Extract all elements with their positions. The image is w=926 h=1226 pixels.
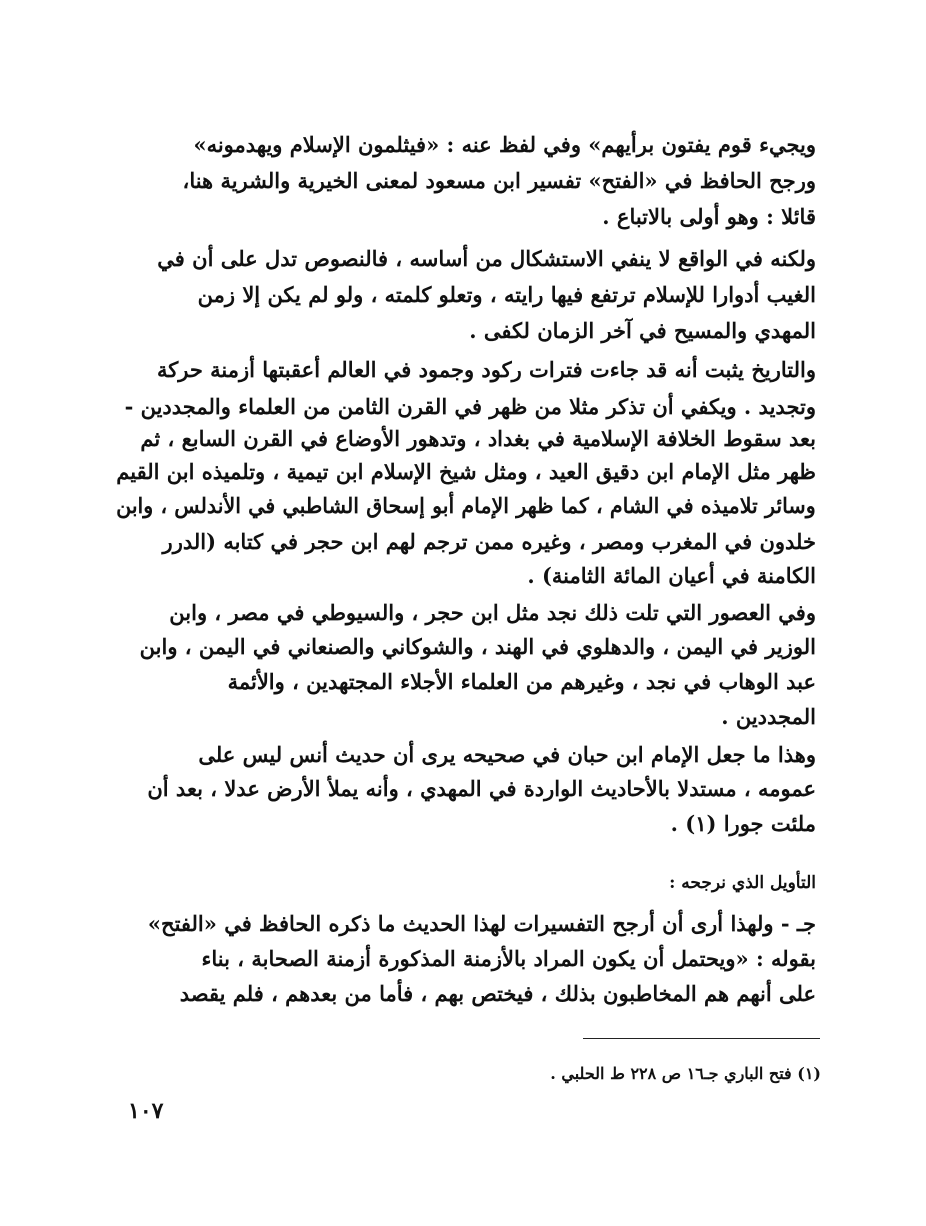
text-line: وسائر تلاميذه في الشام ، كما ظهر الإمام أبو إسحاق الشاطبي في الأندلس ، وابن xyxy=(116,493,816,518)
text-line: وتجديد . ويكفي أن تذكر مثلا من ظهر في القرن الثامن من العلماء والمجددين - xyxy=(124,394,816,419)
text-line: ملئت جورا (١) . xyxy=(670,811,816,836)
text-line: عبد الوهاب في نجد ، وغيرهم من العلماء الأجلاء المجتهدين ، والأئمة xyxy=(227,669,816,694)
text-line: المجددين . xyxy=(721,704,816,729)
text-line: بقوله : «ويحتمل أن يكون المراد بالأزمنة المذكورة أزمنة الصحابة ، بناء xyxy=(201,946,816,971)
text-line: وفي العصور التي تلت ذلك نجد مثل ابن حجر ، والسيوطي في مصر ، وابن xyxy=(169,600,816,625)
text-line: المهدي والمسيح في آخر الزمان لكفى . xyxy=(469,318,816,343)
text-line: والتاريخ يثبت أنه قد جاءت فترات ركود وجمود في العالم أعقبتها أزمنة حركة xyxy=(157,357,816,382)
text-line: الغيب أدوارا للإسلام ترتفع فيها رايته ، وتعلو كلمته ، ولو لم يكن إلا زمن xyxy=(197,282,816,307)
text-line: ظهر مثل الإمام ابن دقيق العيد ، ومثل شيخ الإسلام ابن تيمية ، وتلميذه ابن القيم xyxy=(116,459,816,484)
text-line: بعد سقوط الخلافة الإسلامية في بغداد ، وتدهور الأوضاع في القرن السابع ، ثم xyxy=(140,426,816,451)
text-line: ورجح الحافظ في «الفتح» تفسير ابن مسعود لمعنى الخيرية والشرية هنا، xyxy=(182,168,816,193)
text-line: على أنهم هم المخاطبون بذلك ، فيختص بهم ، فأما من بعدهم ، فلم يقصد xyxy=(179,981,816,1006)
text-line: الوزير في اليمن ، والدهلوي في الهند ، والشوكاني والصنعاني في اليمن ، وابن xyxy=(139,634,816,659)
text-line: الكامنة في أعيان المائة الثامنة) . xyxy=(527,563,816,588)
footnote-divider xyxy=(583,1038,820,1039)
section-heading: التأويل الذي نرجحه : xyxy=(669,873,816,893)
text-line: خلدون في المغرب ومصر ، وغيره ممن ترجم لهم ابن حجر في كتابه (الدرر xyxy=(162,529,816,554)
text-line: جـ - ولهذا أرى أن أرجح التفسيرات لهذا الحديث ما ذكره الحافظ في «الفتح» xyxy=(147,911,816,936)
text-line: عمومه ، مستدلا بالأحاديث الواردة في المهدي ، وأنه يملأ الأرض عدلا ، بعد أن xyxy=(147,776,816,801)
footnote: (١) فتح الباري جـ١٦ ص ٢٢٨ ط الحلبي . xyxy=(550,1064,821,1083)
page-number: ١٠٧ xyxy=(128,1098,164,1124)
text-line: ويجيء قوم يفتون برأيهم» وفي لفظ عنه : «فيثلمون الإسلام ويهدمونه» xyxy=(193,132,816,157)
text-line: قائلا : وهو أولى بالاتباع . xyxy=(602,204,816,229)
text-line: ولكنه في الواقع لا ينفي الاستشكال من أساسه ، فالنصوص تدل على أن في xyxy=(157,246,816,271)
text-line: وهذا ما جعل الإمام ابن حبان في صحيحه يرى أن حديث أنس ليس على xyxy=(198,742,816,767)
